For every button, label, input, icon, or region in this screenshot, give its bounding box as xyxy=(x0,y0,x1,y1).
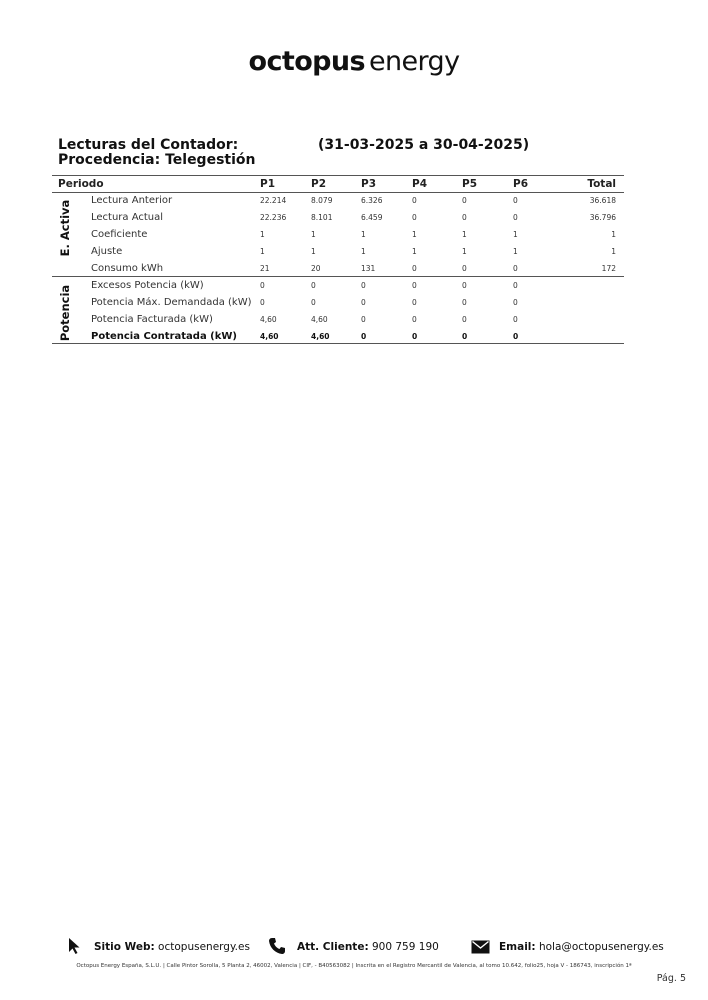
cell-p2: 1 xyxy=(311,247,316,256)
cell-p6: 0 xyxy=(513,213,518,222)
cell-p4: 0 xyxy=(412,332,418,341)
cell-p1: 4,60 xyxy=(260,332,279,341)
row-label: Potencia Máx. Demandada (kW) xyxy=(91,297,252,308)
cell-p2: 8.079 xyxy=(311,196,333,205)
envelope-icon xyxy=(471,940,490,954)
cell-p4: 0 xyxy=(412,298,417,307)
phone-icon xyxy=(268,937,286,955)
footer-email-label: Email: xyxy=(499,941,536,953)
footer-website-value[interactable]: octopusenergy.es xyxy=(158,941,250,953)
column-header-p2: P2 xyxy=(311,178,327,190)
column-header-p1: P1 xyxy=(260,178,276,190)
footer-email-value[interactable]: hola@octopusenergy.es xyxy=(538,941,664,953)
cell-p1: 0 xyxy=(260,281,265,290)
cell-p6: 0 xyxy=(513,264,518,273)
table-row xyxy=(0,280,708,297)
table-row xyxy=(0,331,708,348)
cell-total: 172 xyxy=(601,264,616,273)
cell-p3: 131 xyxy=(361,264,376,273)
cell-p1: 4,60 xyxy=(260,315,277,324)
cell-p1: 21 xyxy=(260,264,270,273)
cell-p2: 0 xyxy=(311,298,316,307)
cell-p6: 0 xyxy=(513,315,518,324)
row-label: Potencia Facturada (kW) xyxy=(91,314,213,325)
table-row xyxy=(0,229,708,246)
page-subtitle: Procedencia: Telegestión xyxy=(58,152,256,168)
cell-p1: 0 xyxy=(260,298,265,307)
cell-p1: 22.236 xyxy=(260,213,287,222)
cell-p4: 0 xyxy=(412,315,417,324)
table-row xyxy=(0,314,708,331)
page-number: Pág. 5 xyxy=(656,973,686,984)
cell-p5: 0 xyxy=(462,332,468,341)
cell-p2: 4,60 xyxy=(311,332,330,341)
date-range: (31-03-2025 a 30-04-2025) xyxy=(318,137,530,153)
column-header-p5: P5 xyxy=(462,178,478,190)
column-header-p3: P3 xyxy=(361,178,377,190)
row-label: Consumo kWh xyxy=(91,263,164,274)
footer-website-label: Sitio Web: xyxy=(94,941,155,953)
cell-p4: 0 xyxy=(412,281,417,290)
row-label: Ajuste xyxy=(91,246,123,257)
cell-p5: 0 xyxy=(462,281,467,290)
cell-p3: 0 xyxy=(361,332,367,341)
octopus-energy-logo xyxy=(0,46,708,77)
cell-p6: 0 xyxy=(513,281,518,290)
column-header-periodo: Periodo xyxy=(58,178,104,190)
footer-website xyxy=(94,941,250,953)
cell-p3: 0 xyxy=(361,298,366,307)
footer-phone xyxy=(297,941,439,953)
cell-p4: 0 xyxy=(412,264,417,273)
cell-p4: 0 xyxy=(412,196,417,205)
cell-total: 1 xyxy=(611,247,616,256)
row-label: Coeficiente xyxy=(91,229,148,240)
cell-p6: 0 xyxy=(513,332,519,341)
cell-p5: 1 xyxy=(462,230,467,239)
cell-p3: 0 xyxy=(361,281,366,290)
table-row xyxy=(0,297,708,314)
row-label: Lectura Anterior xyxy=(91,195,173,206)
row-label: Potencia Contratada (kW) xyxy=(91,331,237,342)
footer-phone-label: Att. Cliente: xyxy=(297,941,369,953)
cell-p5: 0 xyxy=(462,298,467,307)
cell-p6: 0 xyxy=(513,196,518,205)
table-row xyxy=(0,263,708,280)
cell-total: 36.618 xyxy=(589,196,616,205)
row-label: Lectura Actual xyxy=(91,212,164,223)
cell-p3: 1 xyxy=(361,230,366,239)
cell-p3: 6.326 xyxy=(361,196,383,205)
cursor-icon xyxy=(67,937,83,955)
cell-p4: 1 xyxy=(412,230,417,239)
cell-p5: 0 xyxy=(462,213,467,222)
cell-p4: 1 xyxy=(412,247,417,256)
page-title: Lecturas del Contador: xyxy=(58,137,239,153)
cell-p2: 4,60 xyxy=(311,315,328,324)
legal-notice: Octopus Energy España, S.L.U. | Calle Pintor Sorolla, 5 Planta 2, 46002, Valencia | CIF, - B40563082 | Inscrita en el Registro Mercantil de Valencia, al tomo 10.642, folio25, hoja V - 186743, inscripción 1ª xyxy=(76,963,632,969)
cell-p1: 1 xyxy=(260,230,265,239)
header-rule xyxy=(52,192,624,193)
footer-phone-value[interactable]: 900 759 190 xyxy=(372,941,439,953)
column-header-total: Total xyxy=(587,178,616,190)
cell-p2: 8.101 xyxy=(311,213,333,222)
cell-p5: 0 xyxy=(462,315,467,324)
cell-p6: 0 xyxy=(513,298,518,307)
cell-p6: 1 xyxy=(513,230,518,239)
table-row xyxy=(0,212,708,229)
cell-p2: 20 xyxy=(311,264,321,273)
cell-p5: 0 xyxy=(462,264,467,273)
column-header-p4: P4 xyxy=(412,178,428,190)
cell-p5: 0 xyxy=(462,196,467,205)
cell-p1: 1 xyxy=(260,247,265,256)
column-header-p6: P6 xyxy=(513,178,529,190)
cell-p2: 0 xyxy=(311,281,316,290)
cell-total: 36.796 xyxy=(589,213,616,222)
cell-p5: 1 xyxy=(462,247,467,256)
row-label: Excesos Potencia (kW) xyxy=(91,280,204,291)
footer-email xyxy=(499,941,664,953)
cell-p1: 22.214 xyxy=(260,196,287,205)
cell-p3: 6.459 xyxy=(361,213,383,222)
section-label-energia-activa: E. Activa xyxy=(58,199,72,257)
table-row xyxy=(0,195,708,212)
logo-light: energy xyxy=(368,46,460,77)
table-row xyxy=(0,246,708,263)
cell-p6: 1 xyxy=(513,247,518,256)
section-label-potencia: Potencia xyxy=(58,284,72,342)
cell-p3: 1 xyxy=(361,247,366,256)
cell-p3: 0 xyxy=(361,315,366,324)
cell-total: 1 xyxy=(611,230,616,239)
logo-bold: octopus xyxy=(248,46,365,77)
cell-p4: 0 xyxy=(412,213,417,222)
cell-p2: 1 xyxy=(311,230,316,239)
table-top-rule xyxy=(52,175,624,176)
